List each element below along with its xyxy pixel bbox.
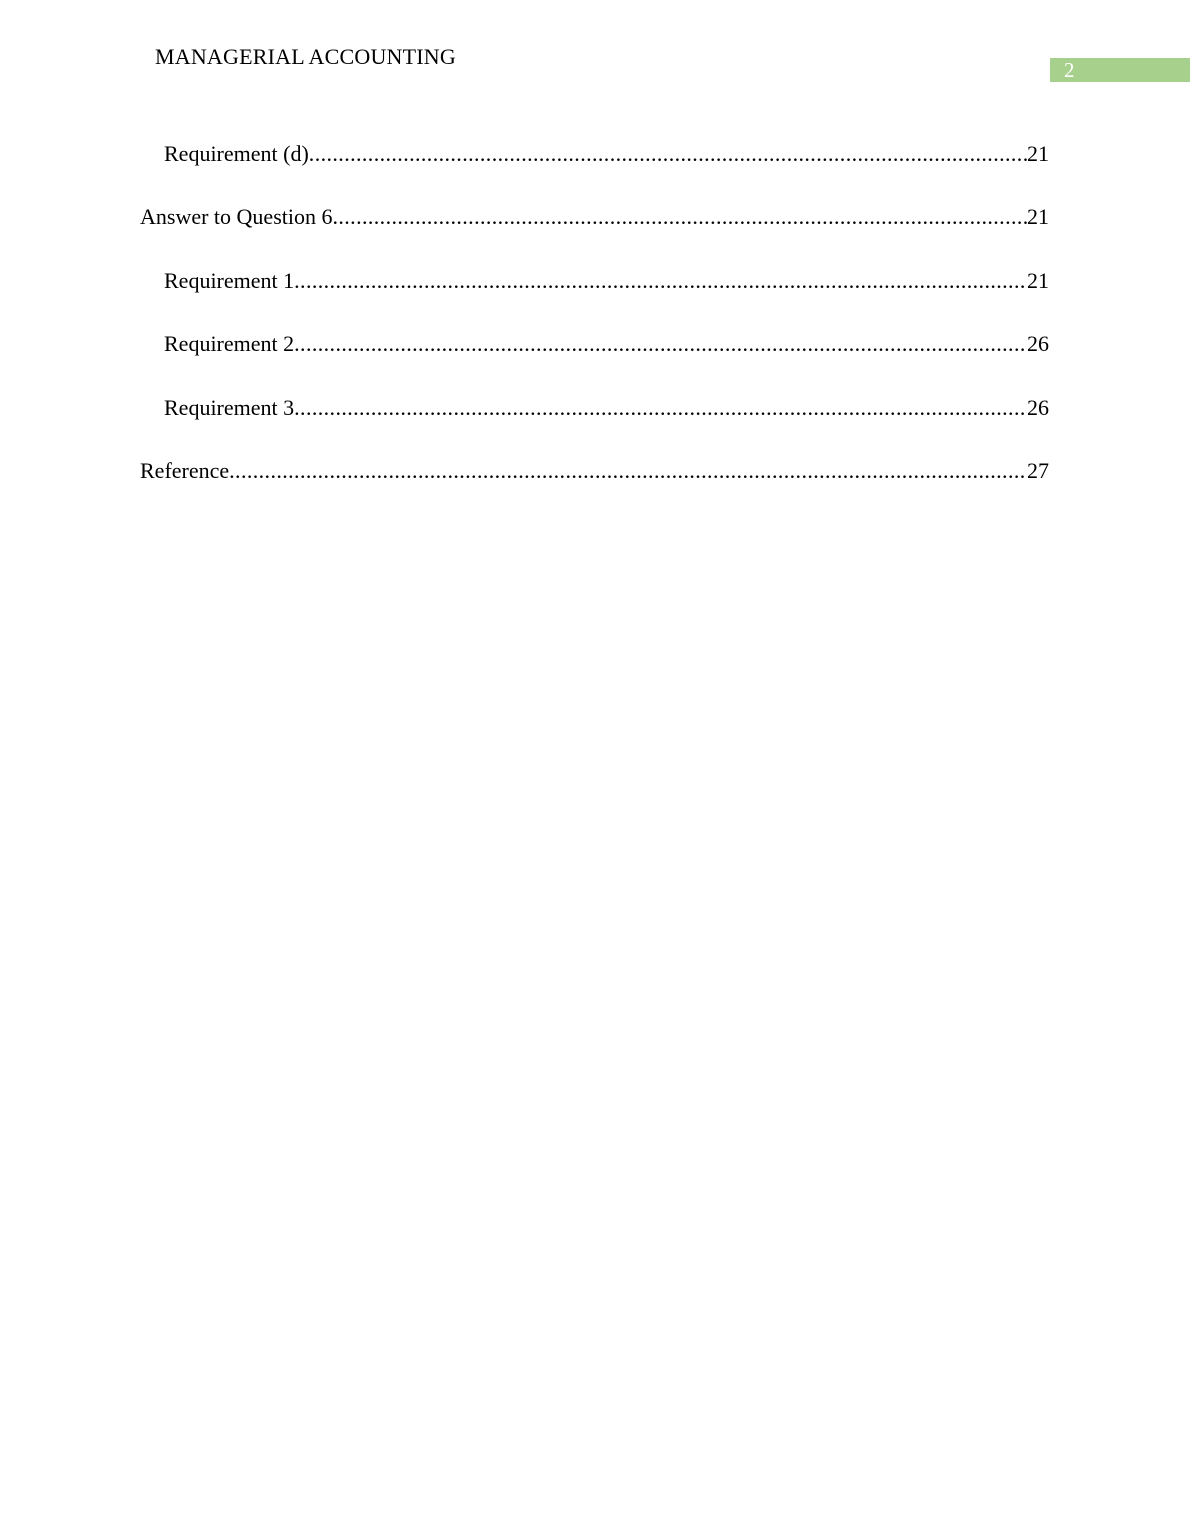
toc-dot-leader [309,140,1027,168]
toc-entry-page: 26 [1027,331,1049,356]
toc-entry-requirement-2[interactable] [164,330,1049,358]
toc-dot-leader [229,457,1027,485]
toc-entry-reference[interactable] [140,457,1049,485]
running-header-title: MANAGERIAL ACCOUNTING [155,44,456,69]
toc-entry-title: Requirement 3 [164,395,295,420]
toc-entry-page: 27 [1027,458,1049,483]
toc-dot-leader [332,203,1027,231]
toc-entry-title: Requirement 2 [164,331,295,356]
toc-entry-requirement-d[interactable] [164,140,1049,168]
toc-entry-title: Requirement 1 [164,268,295,293]
toc-dot-leader [294,394,1027,422]
toc-entry-page: 21 [1027,268,1049,293]
toc-entry-title: Answer to Question 6 [140,204,333,229]
toc-entry-answer-question-6[interactable] [140,203,1049,231]
toc-dot-leader [294,267,1027,295]
toc-entry-page: 21 [1027,141,1049,166]
toc-entry-title: Reference [140,458,230,483]
page-number-badge: 2 [1050,58,1190,82]
toc-dot-leader [294,330,1027,358]
toc-entry-requirement-3[interactable] [164,394,1049,422]
toc-entry-page: 21 [1027,204,1049,229]
toc-entry-requirement-1[interactable] [164,267,1049,295]
toc-entry-title: Requirement (d) [164,141,309,166]
toc-entry-page: 26 [1027,395,1049,420]
